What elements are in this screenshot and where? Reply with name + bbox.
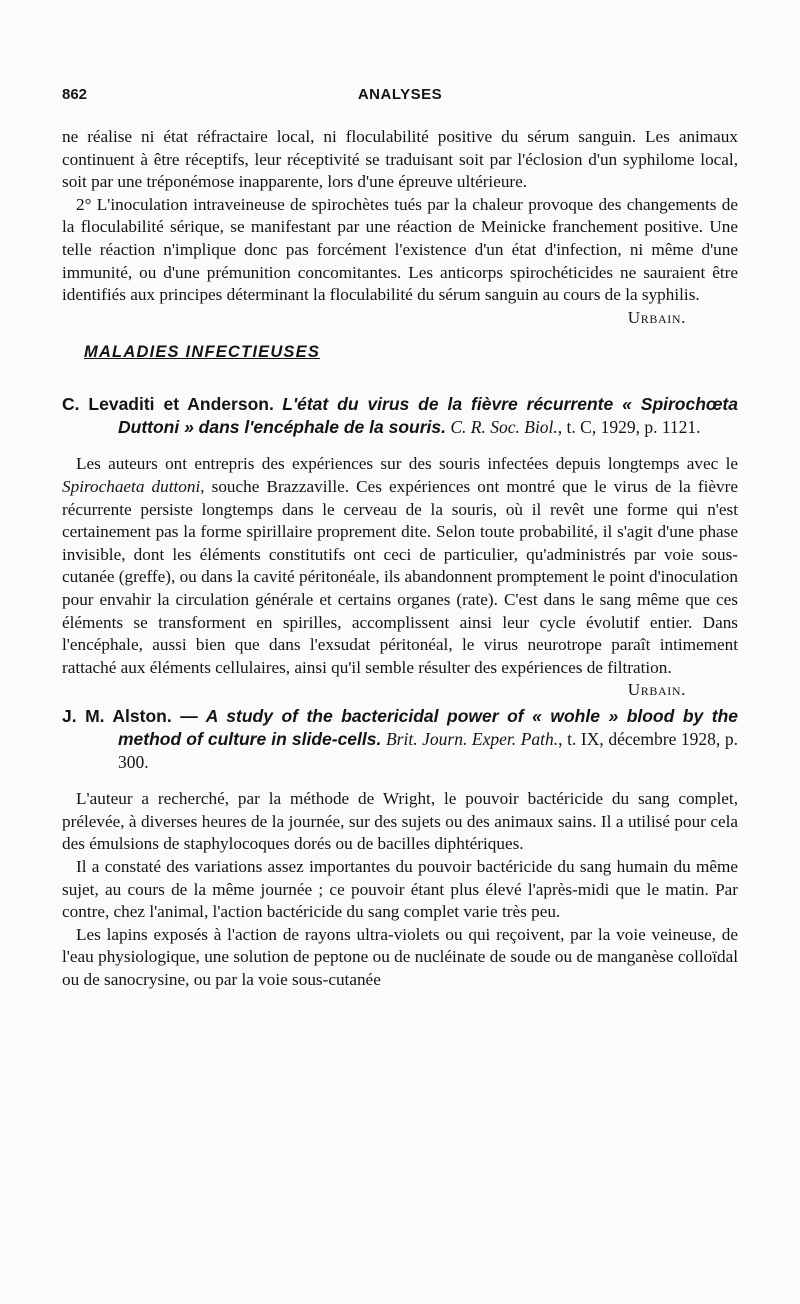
article-2-reference [62, 705, 738, 774]
article-2-paragraph-3: Les lapins exposés à l'action de rayons ultra-violets ou qui reçoivent, par la voie veineuse, de l'eau physiologique, une solution de peptone ou de nucléinate de soude ou de manganèse colloïdal ou de sanocrysine, ou par la voie sous-cutanée [62, 924, 738, 990]
article-1-text-a: Les auteurs ont entrepris des expériences sur des souris infectées depuis longtemps avec le [76, 454, 738, 474]
page-number: 862 [62, 86, 88, 103]
section-heading: MALADIES INFECTIEUSES [84, 342, 321, 361]
intro-paragraph-2 [62, 194, 738, 327]
article-2-citation: , t. IX, décembre 1928, p. 300. [118, 729, 739, 773]
running-head: ANALYSES [357, 86, 443, 103]
article-1-journal: C. R. Soc. Biol. [450, 417, 558, 438]
article-1-title: L'état du virus de la fièvre récurrente « Spirochœta Duttoni » dans l'encéphale de la souris. [118, 394, 738, 438]
intro-paragraph-1: ne réalise ni état réfractaire local, ni floculabilité positive du sérum sanguin. Les animaux continuent à être réceptifs, leur réceptivité se traduisant soit par l'éclosion d'un syphilome local, soit par une tréponémose inapparente, lors d'une épreuve ultérieure. [62, 127, 738, 192]
article-1-signature: Urbain. [627, 680, 686, 700]
article-2-paragraph-1: L'auteur a recherché, par la méthode de Wright, le pouvoir bactéricide du sang complet, prélevée, à diverses heures de la journée, sur des sujets ou des animaux sains. Il a utilisé pour cela des émulsions de staphylocoques dorés ou de bacilles diphtériques. [62, 789, 738, 854]
article-1-species: Spirochaeta duttoni [62, 476, 201, 496]
page-header [62, 86, 738, 110]
intro-paragraph-2-text: 2° L'inoculation intraveineuse de spirochètes tués par la chaleur provoque des changements de la floculabilité sérique, se manifestant par une réaction de Meinicke franchement positive. Une telle réaction n'implique donc pas forcément l'existence d'un état d'infection, ni même d'une immunité, ou d'une prémunition concomitantes. Les anticorps spirochéticides ne sauraient être identifiés aux principes déterminant la floculabilité du sérum sanguin au cours de la syphilis. [62, 194, 738, 305]
article-2-journal: Brit. Journ. Exper. Path. [385, 729, 559, 750]
main-text [62, 126, 738, 992]
article-2-title: A study of the bactericidal power of « wohle » blood by the method of culture in slide-cells. [118, 706, 739, 750]
intro-signature: Urbain. [627, 307, 686, 327]
article-2-abstract [62, 788, 738, 991]
article-1-paragraph [62, 453, 738, 700]
article-1-abstract [62, 453, 738, 700]
article-2-paragraph-2: Il a constaté des variations assez importantes du pouvoir bactéricide du sang humain du même sujet, au cours de la même journée ; ce pouvoir étant plus élevé l'après-midi que le matin. Par contre, chez l'animal, l'action bactéricide du sang complet varie très peu. [62, 857, 738, 922]
article-1-reference [62, 393, 738, 439]
article-2-authors: J. M. Alston. — [62, 706, 198, 727]
article-1-text-b: , souche Brazzaville. Ces expériences ont montré que le virus de la fièvre récurrente persiste longtemps dans le cerveau de la souris, où il revêt une forme qui n'est certainement pas la forme spirillaire proprement dite. Selon toute probabilité, il s'agit d'une phase invisible, dont les éléments constitutifs ont ceci de particulier, qu'administrés par voie sous-cutanée (greffe), ou dans la cavité péritonéale, ils abandonnent promptement le point d'inoculation pour envahir la circulation générale et certains organes (rate). C'est dans le sang même que ces éléments se transforment en spirilles, accomplissent ainsi leur cycle évolutif entier. Dans l'encéphale, aussi bien que dans l'exsudat péritonéal, le virus neurotrope paraît intimement rattaché aux éléments cellulaires, ainsi qu'il semble résulter des expériences de filtration. [62, 476, 738, 677]
article-1-citation: , t. C, 1929, p. 1121. [557, 417, 701, 438]
article-1-authors: C. Levaditi et Anderson. [62, 394, 274, 415]
